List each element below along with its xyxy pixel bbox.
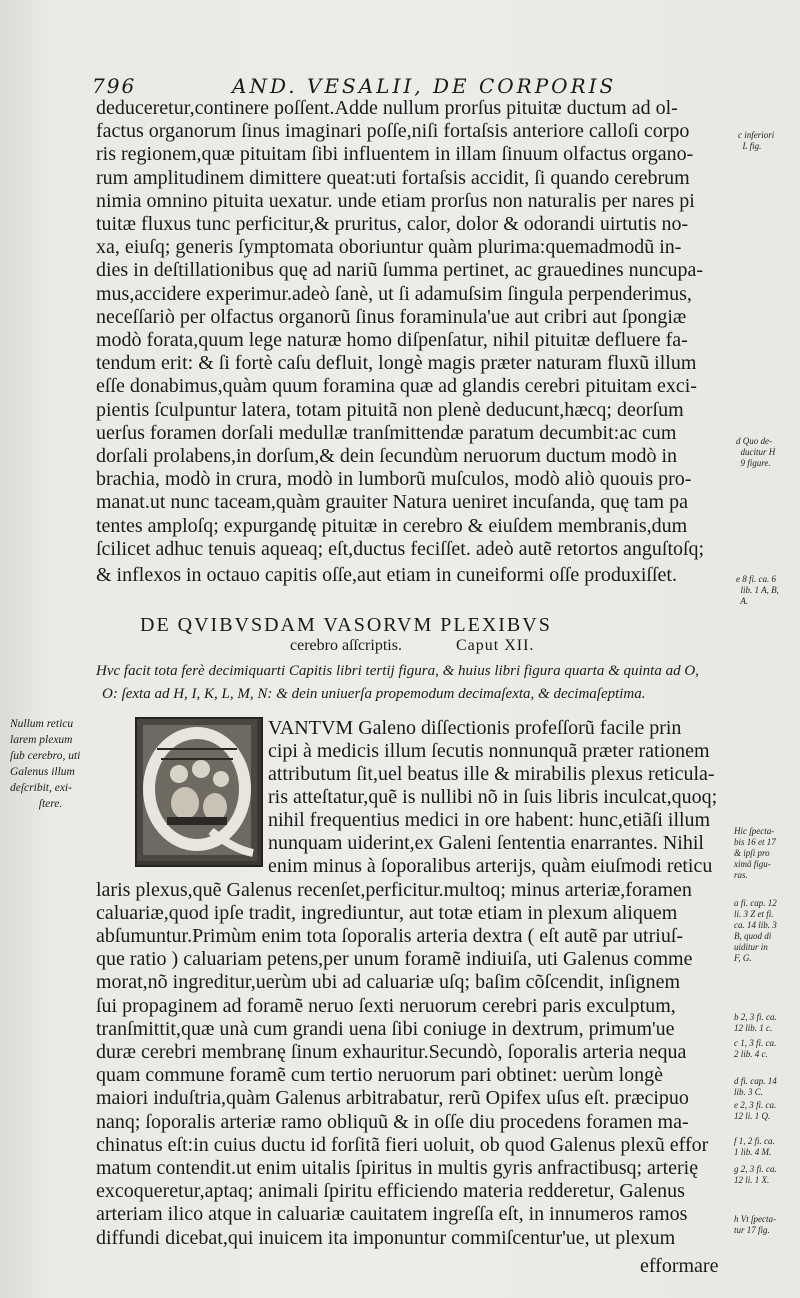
text-line: deduceretur,continere poſſent.Adde nullum prorſus pituitæ ductum ad ol-	[96, 97, 678, 119]
figure-reference-caption: Hvc facit tota ferè decimiquarti Capitis libri tertij figura, & huius libri figura quarta & quinta ad O,	[96, 663, 699, 679]
left-margin-note: Nullum reticu larem plexum ſub cerebro, uti Galenus illum deſcribit, exi- ſtere.	[10, 718, 81, 810]
page-number: 796	[92, 74, 137, 98]
text-line: caluariæ,quod ipſe tradit, ingrediuntur, aut totæ etiam in plexum aliquem	[96, 902, 678, 924]
text-line: tranſmittit,quæ unà cum grandi uena ſibi coniuge in dextrum, primum'ue	[96, 1018, 675, 1040]
text-line: diffundi dicebat,qui inuicem ita imponuntur commiſcentur'ue, ut plexum	[96, 1227, 676, 1249]
text-line: nihil frequentius medici in ore habent: hunc,etiãſi illum	[268, 809, 711, 831]
chapter-number: Caput XII.	[456, 637, 535, 654]
text-line: excoqueretur,aptaq; animali ſpiritu efficiendo materia redderetur, Galenus	[96, 1180, 685, 1202]
text-line: tentes amploſq; expurgandę pituitæ in cerebro & eiuſdem membranis,dum	[96, 515, 688, 537]
text-line: ris atteſtatur,quẽ is nullibi nõ in ſuis libris inculcat,quoq;	[268, 786, 718, 808]
margin-note: a fi. cap. 12 li. 3 Z et fi. ca. 14 lib. 3 B, quod di uiditur in F, G.	[734, 898, 777, 963]
text-line: pientis ſculpuntur latera, totam pituitã non plenè deducunt,hæcq; deorſum	[96, 399, 684, 421]
text-line: duræ cerebri membranę ſinum exhauritur.Secundò, ſoporalis arteria nequa	[96, 1041, 687, 1063]
text-line: dorſali prolabens,in dorſum,& dein ſecundùm neruorum ductum modò in	[96, 445, 678, 467]
woodcut-illustration	[137, 719, 257, 861]
margin-note: Hic ſpecta- bis 16 et 17 & ipſi pro ximã figu- ras.	[734, 826, 776, 880]
margin-note: c 1, 3 fi. ca. 2 lib. 4 c.	[734, 1038, 777, 1059]
margin-note: b 2, 3 fi. ca. 12 lib. 1 c.	[734, 1012, 777, 1033]
text-line: tuitæ fluxus tunc perficitur,& pruritus, calor, dolor & odorandi uirtutis no-	[96, 213, 689, 235]
text-line: que ratio ) caluariam petens,per unum foramẽ indiuiſa, uti Galenus comme	[96, 948, 693, 970]
text-line: quam commune foramẽ cum tertio neruorum pari obtinet: uerùm longè	[96, 1064, 664, 1086]
text-line: ris regionem,quæ pituitam ſibi influentem in illam ſinuum olfactus organo-	[96, 143, 694, 165]
text-line: rum amplitudinem dimittere queat:uti fortaſsis accidit, ſi quando cerebrum	[96, 167, 690, 189]
margin-note: f 1, 2 fi. ca. 1 lib. 4 M.	[734, 1136, 775, 1157]
catchword: efformare	[640, 1255, 719, 1277]
margin-note: e 8 fi. ca. 6 lib. 1 A, B, A.	[736, 574, 779, 606]
text-line: ſui propaginem ad foramẽ neruo ſexti neruorum cerebri paris exculptum,	[96, 995, 676, 1017]
text-line: uerſus foramen dorſali medullæ tranſmittendæ paratum decumbit:ac cum	[96, 422, 677, 444]
text-line: & inflexos in octauo capitis oſſe,aut etiam in cuneiformi oſſe produxiſſet.	[96, 564, 677, 586]
text-line: attributum ſit,uel beatus ille & mirabilis plexus reticula-	[268, 763, 715, 785]
text-line: VANTVM Galeno diſſectionis profeſſorũ facile prin	[268, 717, 682, 739]
margin-note: h Vt ſpecta- tur 17 fig.	[734, 1214, 776, 1235]
text-line: laris plexus,quẽ Galenus recenſet,perficitur.multoq; minus arteriæ,foramen	[96, 879, 692, 901]
text-line: ſcilicet adhuc tenuis aqueaq; eſt,ductus feciſſet. adeò autẽ retortos anguſtoſq;	[96, 538, 705, 560]
text-line: modò forata,quum lege naturæ homo diſpenſatur, nihil pituitæ defluere fa-	[96, 329, 688, 351]
text-line: nimia omnino pituita uexatur. unde etiam prorſus non naturalis per nares pi	[96, 190, 695, 212]
text-line: chinatus eſt:in cuius ductu id forſitã fieri uoluit, ob quod Galenus plexũ effor	[96, 1134, 709, 1156]
text-line: eſſe donabimus,quàm quum foramina quæ ad glandis cerebri pituitam exci-	[96, 375, 697, 397]
text-line: dies in deſtillationibus quę ad nariũ ſumma pertinet, ac grauedines nuncupa-	[96, 259, 704, 281]
decorated-initial-q	[135, 717, 263, 867]
margin-note: d Quo de- ducitur H 9 figure.	[736, 436, 776, 468]
text-line: neceſſariò per olfactus organorũ ſinus foraminula'ue aut cribri aut ſpongiæ	[96, 306, 687, 328]
figure-reference-caption: O: ſexta ad H, I, K, L, M, N: & dein uniuerſa propemodum decimaſexta, & decimaſeptima.	[102, 686, 646, 702]
text-line: arteriam ilico atque in caluariæ cauitatem ingreſſa eſt, in innumeros ramos	[96, 1203, 688, 1225]
text-line: tendum erit: & ſi fortè caſu defluit, longè magis præter naturam fluxũ illum	[96, 352, 697, 374]
text-line: maiori induſtria,quàm Galenus arbitrabatur, rerũ Opifex uſus eſt. præcipuo	[96, 1087, 689, 1109]
text-line: morat,nõ ingreditur,uerùm ubi ad caluariæ uſq; baſim cõſcendit, inſignem	[96, 971, 681, 993]
text-line: nunquam uiderint,ex Galeni ſententia enarrantes. Nihil	[268, 832, 704, 854]
margin-note: d fi. cap. 14 lib. 3 C.	[734, 1076, 777, 1097]
text-line: factus organorum ſinus imaginari poſſe,niſi fortaſsis anteriore calloſi corpo	[96, 120, 690, 142]
text-line: matum contendit.ut enim uitalis ſpiritus in multis gyris anfractibusq; arterię	[96, 1157, 699, 1179]
text-line: enim minus à ſoporalibus arterijs, quàm eiuſmodi reticu	[268, 855, 713, 877]
text-line: xa, eiuſq; generis ſymptomata oboriuntur quàm plurima:quemadmodũ in-	[96, 236, 682, 258]
text-line: brachia, modò in crura, modò in lumborũ muſculos, modò aliò quouis pro-	[96, 468, 692, 490]
section-heading: DE QVIBVSDAM VASORVM PLEXIBVS	[140, 614, 552, 636]
running-title: AND. VESALII, DE CORPORIS	[232, 74, 617, 98]
text-line: cipi à medicis illum ſecutis nonnunquã præter rationem	[268, 740, 710, 762]
text-line: mus,accidere experimur.adeò ſanè, ut ſi adamuſsim ſingula perpenderimus,	[96, 283, 692, 305]
margin-note: c inferiori L fig.	[738, 130, 775, 151]
text-line: abſumuntur.Primùm enim tota ſoporalis arteria dextra ( eſt autẽ par utriuſ-	[96, 925, 684, 947]
margin-note: e 2, 3 fi. ca. 12 li. 1 Q.	[734, 1100, 777, 1121]
margin-note: g 2, 3 fi. ca. 12 li. 1 X.	[734, 1164, 777, 1185]
text-line: manat.ut nunc taceam,quàm grauiter Natura ueniret incuſanda, quę tam pa	[96, 491, 688, 513]
section-subheading: cerebro aſſcriptis.	[290, 637, 402, 654]
text-line: nanq; ſoporalis arteriæ ramo obliquũ & in oſſe diu procedens foramen ma-	[96, 1111, 689, 1133]
